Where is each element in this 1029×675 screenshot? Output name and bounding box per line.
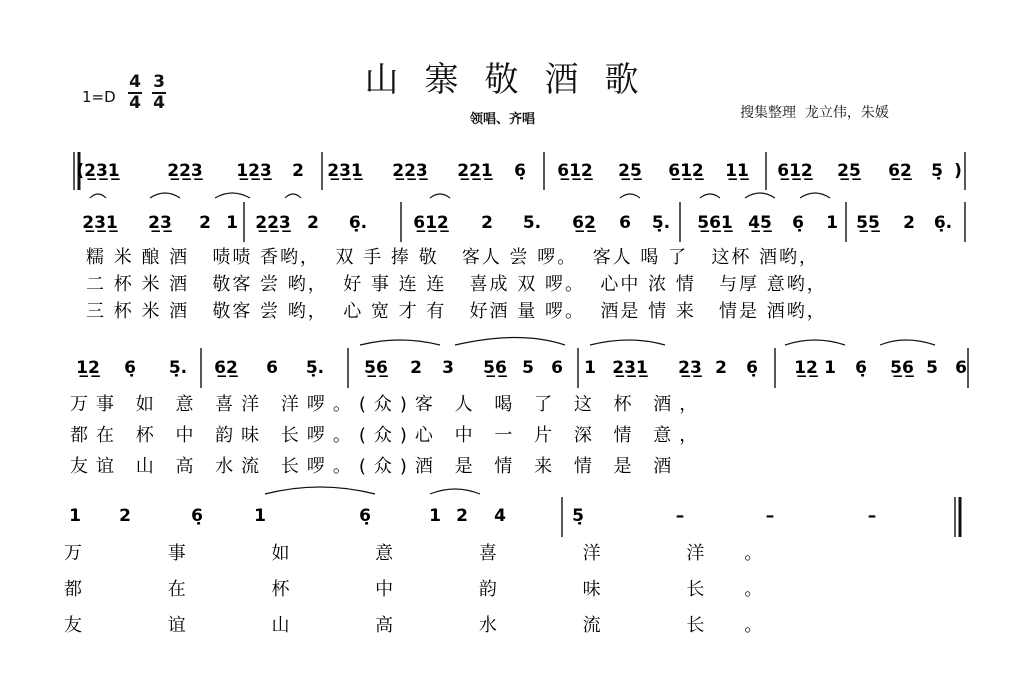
- jianpu-note: 6̲1̲2̲: [777, 161, 813, 181]
- jianpu-note: 6: [619, 213, 631, 233]
- jianpu-note: 2̲3̲: [678, 358, 702, 378]
- jianpu-note: 2̲5̲: [618, 161, 642, 181]
- jianpu-note: 1: [826, 213, 838, 233]
- jianpu-note: 5̣: [931, 161, 943, 181]
- credit-label: 搜集整理: [740, 105, 796, 121]
- jianpu-note: 2̲3̲1̲: [612, 358, 648, 378]
- jianpu-note: 1: [226, 213, 238, 233]
- jianpu-note: 1: [584, 358, 596, 378]
- jianpu-note: 5̣: [572, 506, 584, 526]
- meter-top: 3: [153, 72, 165, 92]
- meter-top: 4: [129, 72, 141, 92]
- jianpu-note: 6̣: [514, 161, 526, 181]
- lyric-line: 友 谊 山 高 水 流 长。: [64, 615, 803, 636]
- notation-line-2: [82, 213, 952, 233]
- jianpu-note: 1̲1̲: [725, 161, 749, 181]
- jianpu-note: 5.: [522, 213, 542, 233]
- lyric-line: 万事 如 意 喜洋 洋啰。(众)客 人 喝 了 这 杯 酒，: [70, 394, 706, 415]
- jianpu-note: 1̲2̲: [794, 358, 818, 378]
- key-signature: 1=D: [82, 88, 116, 106]
- lyrics-section-1: [86, 247, 827, 322]
- jianpu-note: 5̲6̲: [483, 358, 507, 378]
- jianpu-note: 5̣.: [305, 358, 325, 378]
- jianpu-note: 6: [955, 358, 967, 378]
- jianpu-note: 1: [69, 506, 81, 526]
- jianpu-note: 2: [410, 358, 422, 378]
- jianpu-note: 2: [456, 506, 468, 526]
- lyric-line: 友谊 山 高 水流 长啰。(众)酒 是 情 来 情 是 酒: [70, 456, 680, 477]
- jianpu-note: 6̣: [792, 213, 804, 233]
- lyric-line: 万 事 如 意 喜 洋 洋。: [64, 543, 803, 564]
- lyrics-section-2: [70, 394, 705, 477]
- jianpu-note: –: [867, 506, 877, 526]
- jianpu-note: 2̲2̲3̲: [167, 161, 203, 181]
- jianpu-note: 6̣: [124, 358, 136, 378]
- jianpu-note: 2: [481, 213, 493, 233]
- jianpu-note: 2̲5̲: [837, 161, 861, 181]
- lyric-line: 都 在 杯 中 韵 味 长。: [64, 579, 803, 600]
- jianpu-note: 6̣: [191, 506, 203, 526]
- singing-mode: 领唱、齐唱: [470, 112, 536, 127]
- jianpu-note: 1̲2̲3̲: [236, 161, 272, 181]
- jianpu-note: 6̣: [359, 506, 371, 526]
- jianpu-note: 6̲1̲2̲: [668, 161, 704, 181]
- song-title: 山寨敬酒歌: [364, 60, 665, 100]
- notation-line-3: [76, 358, 967, 378]
- jianpu-note: 1: [824, 358, 836, 378]
- notation-line-4: [69, 506, 876, 526]
- jianpu-note: 6̲2̲: [572, 213, 596, 233]
- jianpu-note: –: [675, 506, 685, 526]
- jianpu-note: 5: [926, 358, 938, 378]
- credit-authors: 龙立伟，朱媛: [804, 105, 889, 121]
- jianpu-note: 5̲6̲: [890, 358, 914, 378]
- jianpu-note: 5̣.: [168, 358, 188, 378]
- jianpu-note: 2: [307, 213, 319, 233]
- lyric-line: 都在 杯 中 韵味 长啰。(众)心 中 一 片 深 情 意，: [70, 425, 706, 446]
- jianpu-note: 2̲2̲3̲: [255, 213, 291, 233]
- jianpu-note: 2̲2̲1̲: [457, 161, 493, 181]
- jianpu-note: 1: [429, 506, 441, 526]
- jianpu-note: 5̣.: [651, 213, 671, 233]
- meter-bottom: 4: [129, 93, 141, 113]
- jianpu-note: 1: [254, 506, 266, 526]
- lyric-line: 二 杯 米 酒 敬客 尝 哟， 好 事 连 连 喜成 双 啰。 心中 浓 情 与厚 意哟，: [86, 274, 827, 295]
- jianpu-note: 2: [903, 213, 915, 233]
- jianpu-note: 5̲5̲: [856, 213, 880, 233]
- jianpu-note: 6̣.: [348, 213, 368, 233]
- jianpu-note: 6̲1̲2̲: [413, 213, 449, 233]
- jianpu-note: 6̣.: [933, 213, 953, 233]
- jianpu-note: –: [765, 506, 775, 526]
- jianpu-note: 4̲5̲: [748, 213, 772, 233]
- jianpu-note: 4: [494, 506, 506, 526]
- jianpu-note: 2: [199, 213, 211, 233]
- jianpu-note: 5̲6̲: [364, 358, 388, 378]
- notation-line-1: [76, 161, 962, 181]
- jianpu-note: 2̲3̲1̲: [327, 161, 363, 181]
- jianpu-note: 2̲2̲3̲: [392, 161, 428, 181]
- jianpu-note: 2: [292, 161, 304, 181]
- jianpu-note: 6̲2̲: [888, 161, 912, 181]
- jianpu-note: 5̲6̲1̲: [697, 213, 733, 233]
- jianpu-note: 6̣: [746, 358, 758, 378]
- jianpu-note: 2̲3̲1̲: [82, 213, 118, 233]
- jianpu-note: ): [954, 161, 962, 181]
- lyric-line: 糯 米 酿 酒 啧啧 香哟， 双 手 捧 敬 客人 尝 啰。 客人 喝 了 这杯 酒哟，: [86, 247, 820, 268]
- jianpu-note: 6̣: [855, 358, 867, 378]
- lyric-line: 三 杯 米 酒 敬客 尝 哟， 心 宽 才 有 好酒 量 啰。 酒是 情 来 情是 酒哟，: [86, 301, 827, 322]
- jianpu-note: 2: [715, 358, 727, 378]
- jianpu-note: 6̲2̲: [214, 358, 238, 378]
- jianpu-note: 6: [551, 358, 563, 378]
- jianpu-note: 5: [522, 358, 534, 378]
- jianpu-note: 6̲1̲2̲: [557, 161, 593, 181]
- jianpu-note: 6: [266, 358, 278, 378]
- meter-bottom: 4: [153, 93, 165, 113]
- lyrics-section-3: [64, 543, 802, 636]
- jianpu-note: 2: [119, 506, 131, 526]
- jianpu-note: (2̲3̲1̲: [76, 161, 120, 181]
- jianpu-note: 1̲2̲: [76, 358, 100, 378]
- jianpu-note: 3: [442, 358, 454, 378]
- jianpu-note: 2̲3̲: [148, 213, 172, 233]
